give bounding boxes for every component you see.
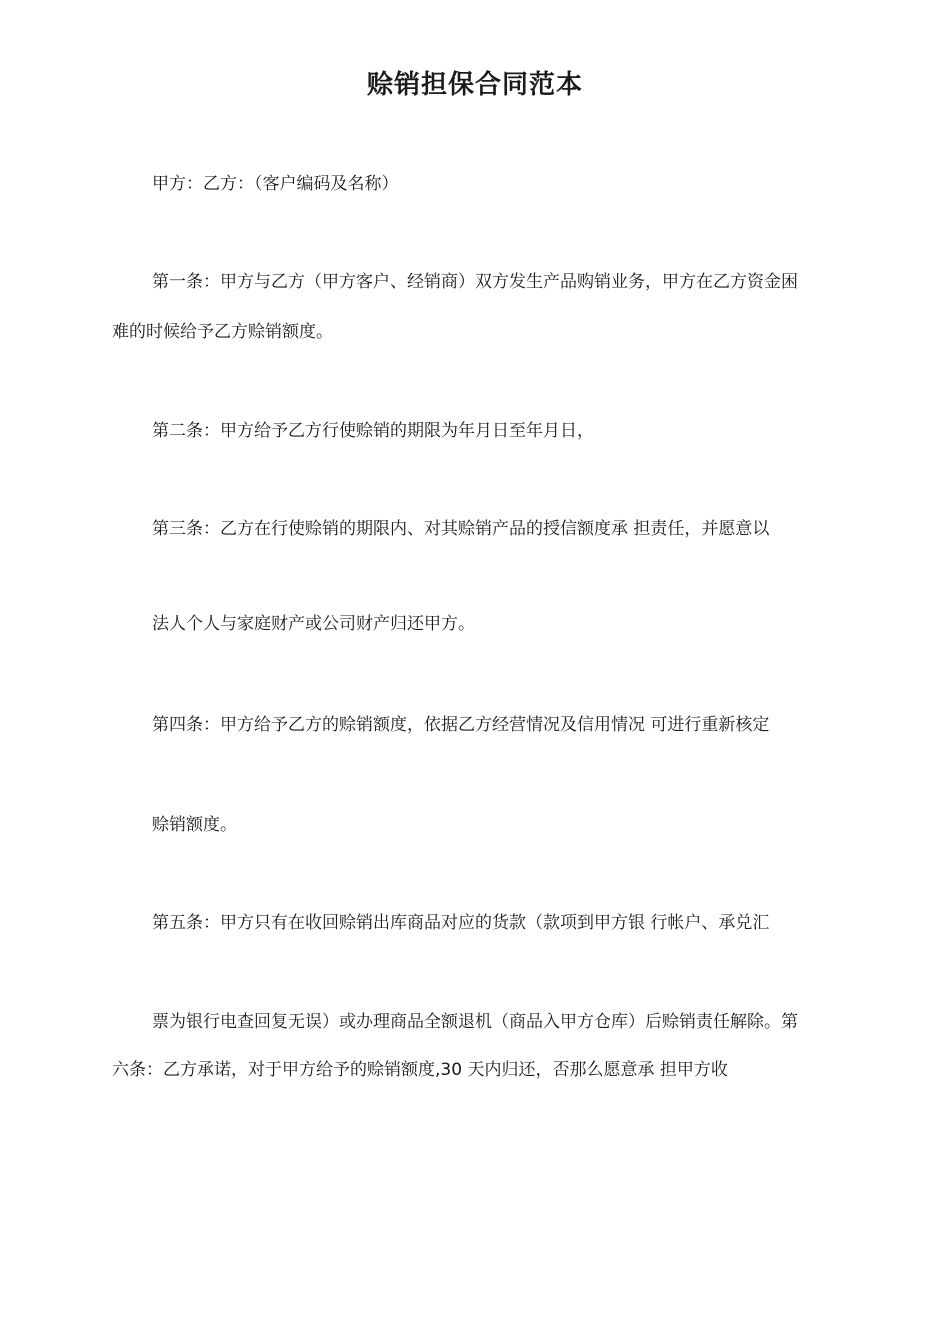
clause-5-line-1: 第五条：甲方只有在收回赊销出库商品对应的货款（款项到甲方银 行帐户、承兑汇 [152,913,770,933]
clause-4-line-1: 第四条：甲方给予乙方的赊销额度，依据乙方经营情况及信用情况 可进行重新核定 [152,715,770,735]
clause-5-line-2: 票为银行电查回复无误）或办理商品全额退机（商品入甲方仓库）后赊销责任解除。第 [152,1012,798,1032]
clause-1-line-2: 难的时候给予乙方赊销额度。 [112,322,333,342]
clause-3-line-1: 第三条：乙方在行使赊销的期限内、对其赊销产品的授信额度承 担责任，并愿意以 [152,519,770,539]
clause-1-line-1: 第一条：甲方与乙方（甲方客户、经销商）双方发生产品购销业务，甲方在乙方资金困 [152,272,798,292]
clause-5-line-3: 六条：乙方承诺，对于甲方给予的赊销额度,30 天内归还，否那么愿意承 担甲方收 [112,1060,728,1080]
clause-3-line-2: 法人个人与家庭财产或公司财产归还甲方。 [152,614,475,634]
parties-line: 甲方：乙方：（客户编码及名称） [152,174,399,194]
clause-2-line-1: 第二条：甲方给予乙方行使赊销的期限为年月日至年月日， [152,421,594,441]
document-title: 赊销担保合同范本 [366,70,583,100]
clause-4-line-2: 赊销额度。 [152,815,237,835]
